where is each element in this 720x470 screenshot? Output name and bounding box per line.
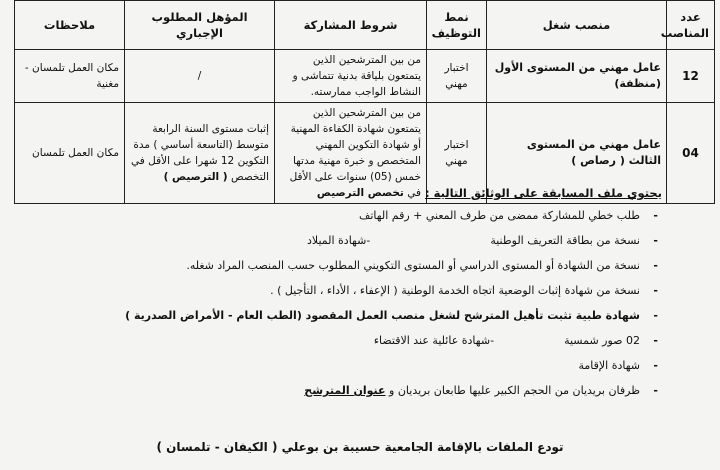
document-text: نسخة من بطاقة التعريف الوطنية <box>490 234 640 247</box>
row-count: 04 <box>667 103 715 204</box>
row-mode: اختبار مهني <box>427 103 487 204</box>
row-conditions: من بين المترشحين الذين يتمتعون بلياقة بدنية تتماشى و النشاط الواجب ممارسته. <box>275 50 427 103</box>
qualification-text: إثبات مستوى السنة الرابعة متوسط (التاسعة أساسي ) مدة التكوين 12 شهرا على الأقل في التخصص <box>131 123 269 183</box>
header-notes: ملاحظات <box>15 1 125 50</box>
list-item <box>32 357 662 375</box>
document-text: عنوان المترشح <box>304 384 386 397</box>
document-text: شهادة الإقامة <box>578 359 640 372</box>
deposit-note: تودع الملفات بالإقامة الجامعية حسيبة بن بوعلي ( الكيفان - تلمسان ) <box>156 440 564 454</box>
qualification-specialty: ( الترصيص ) <box>163 171 228 183</box>
header-post: منصب شغل <box>487 1 667 50</box>
document-text: شهادة الميلاد <box>307 234 367 247</box>
document-text: نسخة من شهادة إثبات الوضعية اتجاه الخدمة الوطنية ( الإعفاء ، الأداء ، التأجيل ) . <box>270 284 640 297</box>
conditions-specialty: تخصص الترصيص <box>316 187 404 199</box>
row-notes: مكان العمل تلمسان <box>15 103 125 204</box>
row-post: عامل مهني من المستوى الثالث ( رصاص ) <box>487 103 667 204</box>
header-mode: نمط التوظيف <box>427 1 487 50</box>
header-qualification: المؤهل المطلوب الإجباري <box>125 1 275 50</box>
document-text: طلب خطي للمشاركة ممضى من طرف المعني + رقم الهاتف <box>358 209 640 222</box>
row-qualification: / <box>125 50 275 103</box>
documents-section <box>32 184 662 407</box>
list-item: - نسخة من بطاقة التعريف الوطنية-شهادة الميلاد <box>32 232 662 250</box>
list-item <box>32 382 662 400</box>
header-conditions: شروط المشاركة <box>275 1 427 50</box>
row-notes: مكان العمل تلمسان - مغنية <box>15 50 125 103</box>
list-item <box>32 282 662 300</box>
table-header-row <box>15 1 715 50</box>
document-text: شهادة طبية تثبت تأهيل المترشح لشغل منصب العمل المقصود (الطب العام - الأمراض الصدرية ) <box>125 309 640 322</box>
positions-table <box>14 0 715 204</box>
list-item <box>32 207 662 225</box>
header-count: عدد المناصب <box>667 1 715 50</box>
document-text: ظرفان بريديان من الحجم الكبير عليها طابعان بريديان و <box>389 384 640 397</box>
row-count: 12 <box>667 50 715 103</box>
documents-title: يحتوي ملف المسابقة على الوثائق التالية : <box>425 186 662 200</box>
document-text: شهادة عائلية عند الاقتضاء <box>373 334 491 347</box>
row-post: عامل مهني من المستوى الأول (منظفة) <box>487 50 667 103</box>
documents-list <box>32 207 662 400</box>
row-mode: اختبار مهني <box>427 50 487 103</box>
table-row <box>15 50 715 103</box>
list-item: - 02 صور شمسية-شهادة عائلية عند الاقتضاء <box>32 332 662 350</box>
document-text: نسخة من الشهادة أو المستوى الدراسي أو المستوى التكويني المطلوب حسب المنصب المراد شغله. <box>186 259 640 272</box>
conditions-text: من بين المترشحين الذين يتمتعون شهادة الكفاءة المهنية أو شهادة التكوين المهني المتخصص و خبرة مهنية مدتها خمس (05) سنوات على الأقل في <box>289 107 421 199</box>
list-item <box>32 257 662 275</box>
document-text: 02 صور شمسية <box>564 334 640 347</box>
list-item <box>32 307 662 325</box>
